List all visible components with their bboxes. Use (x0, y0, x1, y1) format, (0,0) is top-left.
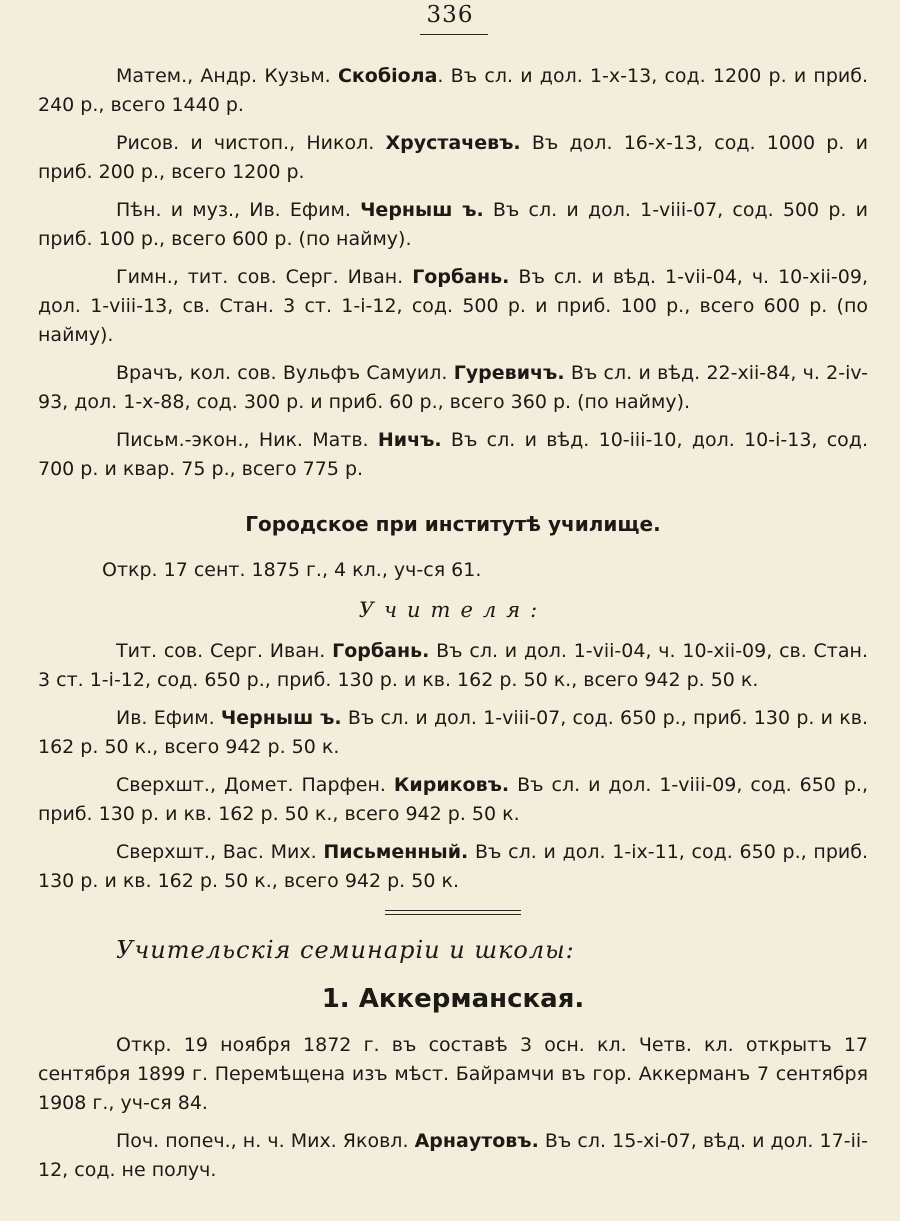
teacher-entry: Ив. Ефим. Черныш ъ. Въ сл. и дол. 1-viii-07, сод. 650 р., приб. 130 р. и кв. 162 р. 50 к., всего 942 р. 50 к. (38, 707, 868, 758)
page-number: 336 (426, 2, 474, 28)
ackerman-entry: Откр. 19 ноября 1872 г. въ составѣ 3 осн. кл. Четв. кл. открытъ 17 сентября 1899 г. Перемѣщена изъ мѣст. Байрамчи въ гор. Аккерманъ 7 сентября 1908 г., уч-ся 84. (38, 1034, 868, 1114)
staff-name: Ничъ. (377, 429, 442, 451)
teacher-name: Черныш ъ. (220, 707, 342, 729)
section-divider (385, 910, 521, 915)
staff-name: Хрустачевъ. (385, 132, 521, 154)
staff-list (38, 62, 868, 484)
teachers-heading: Учителя: (358, 598, 548, 622)
staff-name: Гуревичъ. (453, 362, 565, 384)
teacher-name: Письменный. (323, 841, 469, 863)
school-heading: Городское при институтѣ училище. (245, 512, 661, 536)
teacher-name: Горбань. (332, 640, 430, 662)
teacher-entry: Сверхшт., Вас. Мих. Письменный. Въ сл. и дол. 1-ix-11, сод. 650 р., приб. 130 р. и кв. 162 р. 50 к., всего 942 р. 50 к. (38, 841, 868, 892)
school-opened-note: Откр. 17 сент. 1875 г., 4 кл., уч-ся 61. (102, 559, 482, 581)
staff-name: Черныш ъ. (360, 199, 484, 221)
staff-name: Горбань. (412, 266, 510, 288)
staff-name: Скобіола (337, 65, 438, 87)
page-number-rule (420, 34, 488, 35)
teacher-entry: Тит. сов. Серг. Иван. Горбань. Въ сл. и дол. 1-vii-04, ч. 10-xii-09, св. Стан. 3 ст. 1-i-12, сод. 650 р., приб. 130 р. и кв. 162 р. 50 к., всего 942 р. 50 к. (38, 640, 868, 691)
staff-entry: Врачъ, кол. сов. Вульфъ Самуил. Гуревичъ. Въ сл. и вѣд. 22-xii-84, ч. 2-iv-93, дол. 1-х-88, сод. 300 р. и приб. 60 р., всего 360 р. (по найму). (38, 362, 868, 413)
teacher-name: Кириковъ. (393, 774, 510, 796)
staff-entry: Рисов. и чистоп., Никол. Хрустачевъ. Въ дол. 16-х-13, сод. 1000 р. и приб. 200 р., всего 1200 р. (38, 132, 868, 183)
teacher-list (38, 637, 868, 896)
ackerman-heading: 1. Аккерманская. (321, 984, 585, 1014)
ackerman-name: Арнаутовъ. (414, 1130, 539, 1152)
page-content (38, 62, 868, 1194)
teacher-entry: Сверхшт., Домет. Парфен. Кириковъ. Въ сл. и дол. 1-viii-09, сод. 650 р., приб. 130 р. и кв. 162 р. 50 к., всего 942 р. 50 к. (38, 774, 868, 825)
seminaries-heading: Учительскія семинаріи и школы: (116, 936, 575, 964)
staff-entry: Пѣн. и муз., Ив. Ефим. Черныш ъ. Въ сл. и дол. 1-viii-07, сод. 500 р. и приб. 100 р., всего 600 р. (по найму). (38, 199, 868, 250)
staff-entry: Гимн., тит. сов. Серг. Иван. Горбань. Въ сл. и вѣд. 1-vii-04, ч. 10-xii-09, дол. 1-viii-13, св. Стан. 3 ст. 1-i-12, сод. 500 р. и приб. 100 р., всего 600 р. (по найму). (38, 266, 869, 346)
staff-entry: Письм.-экон., Ник. Матв. Ничъ. Въ сл. и вѣд. 10-iii-10, дол. 10-i-13, сод. 700 р. и квар. 75 р., всего 775 р. (38, 429, 868, 480)
staff-entry: Матем., Андр. Кузьм. Скобіола. Въ сл. и дол. 1-х-13, сод. 1200 р. и приб. 240 р., всего 1440 р. (38, 65, 868, 116)
ackerman-list (38, 1031, 868, 1185)
ackerman-entry: Поч. попеч., н. ч. Мих. Яковл. Арнаутовъ. Въ сл. 15-xi-07, вѣд. и дол. 17-ii-12, сод. не получ. (38, 1130, 868, 1181)
